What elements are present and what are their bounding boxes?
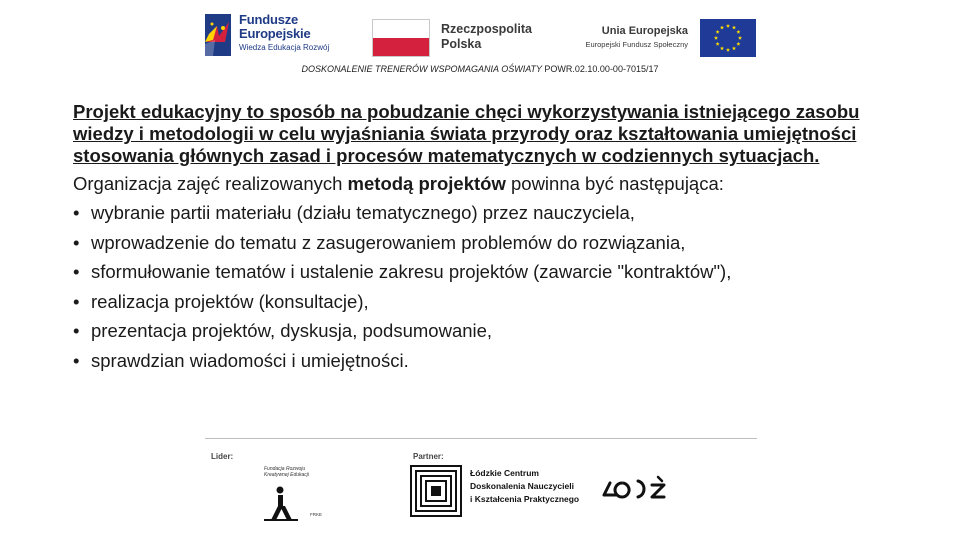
fe-logo-line1: Fundusze xyxy=(239,12,299,27)
intro-text-after: powinna być następująca: xyxy=(505,173,724,194)
polish-flag-icon xyxy=(372,19,430,57)
bullet-dot: • xyxy=(73,320,80,341)
rp-logo-line2: Polska xyxy=(441,36,482,51)
bullet-text: realizacja projektów (konsultacje), xyxy=(91,290,369,312)
project-code: POWR.02.10.00-00-7015/17 xyxy=(544,64,659,74)
bullet-dot: • xyxy=(73,349,80,371)
project-title-line xyxy=(0,64,960,74)
ldc-line2: Doskonalenia Nauczycieli xyxy=(470,481,574,491)
fe-logo-line2: Europejskie xyxy=(239,26,311,41)
bullet-item xyxy=(73,287,903,317)
bullet-item xyxy=(73,346,903,376)
partner-label: Partner: xyxy=(413,452,444,461)
lodz-logo-icon xyxy=(600,473,672,503)
bullet-item xyxy=(73,316,903,346)
ldc-line1: Łódzkie Centrum xyxy=(470,468,539,478)
rzeczpospolita-polska-logo xyxy=(372,19,542,59)
rp-logo-line1: Rzeczpospolita xyxy=(441,22,532,36)
lider-label: Lider: xyxy=(211,452,234,461)
fundacja-text-1: Fundacja Rozwoju xyxy=(264,466,306,472)
intro-bold-term: metodą projektów xyxy=(347,173,506,194)
project-title: DOSKONALENIE TRENERÓW WSPOMAGANIA OŚWIATY xyxy=(301,64,542,74)
fundacja-small-text: FRKE xyxy=(310,512,323,517)
bullet-dot: • xyxy=(73,261,80,282)
bullet-dot: • xyxy=(73,202,80,223)
fundusze-europejskie-mark-icon xyxy=(203,12,233,58)
bullet-item xyxy=(73,257,903,287)
intro-text-before: Organizacja zajęć realizowanych xyxy=(73,173,348,194)
intro-paragraph xyxy=(73,169,903,198)
main-content xyxy=(73,101,903,375)
bullet-item xyxy=(73,198,903,228)
fundacja-text-2: Kreatywnej Edukacji xyxy=(264,472,310,478)
bullet-text: sformułowanie tematów i ustalenie zakresu projektów (zawarcie "kontraktów"), xyxy=(91,261,732,282)
bullet-dot: • xyxy=(73,290,80,312)
heading-paragraph: Projekt edukacyjny to sposób na pobudzanie chęci wykorzystywania istniejącego zasobu wiedzy i metodologii w celu wyjaśniania świata przyrody oraz kształtowania umiejętności stosowania głównych zasad i procesów matematycznych w codziennych sytuacjach. xyxy=(73,101,860,166)
footer-divider xyxy=(205,438,757,439)
bullet-list xyxy=(73,198,903,375)
bullet-dot: • xyxy=(73,231,80,253)
eu-flag-icon xyxy=(700,19,756,57)
bullet-text: prezentacja projektów, dyskusja, podsumowanie, xyxy=(91,320,493,341)
fundacja-figure-icon xyxy=(262,486,302,522)
ue-logo-line2: Europejski Fundusz Społeczny xyxy=(585,40,688,49)
fundacja-logo xyxy=(262,464,332,524)
fundusze-europejskie-logo xyxy=(203,12,353,60)
ldc-line3: i Kształcenia Praktycznego xyxy=(470,494,580,504)
unia-europejska-logo xyxy=(570,18,758,60)
bullet-text: wprowadzenie do tematu z zasugerowaniem problemów do rozwiązania, xyxy=(91,231,686,253)
bullet-text: wybranie partii materiału (działu tematycznego) przez nauczyciela, xyxy=(91,202,635,223)
fe-logo-line3: Wiedza Edukacja Rozwój xyxy=(239,43,330,52)
bullet-item xyxy=(73,228,903,258)
ldc-logo xyxy=(410,465,580,523)
ue-logo-line1: Unia Europejska xyxy=(601,25,688,37)
bullet-text: sprawdzian wiadomości i umiejętności. xyxy=(91,349,409,371)
ldc-square-icon xyxy=(410,465,462,517)
